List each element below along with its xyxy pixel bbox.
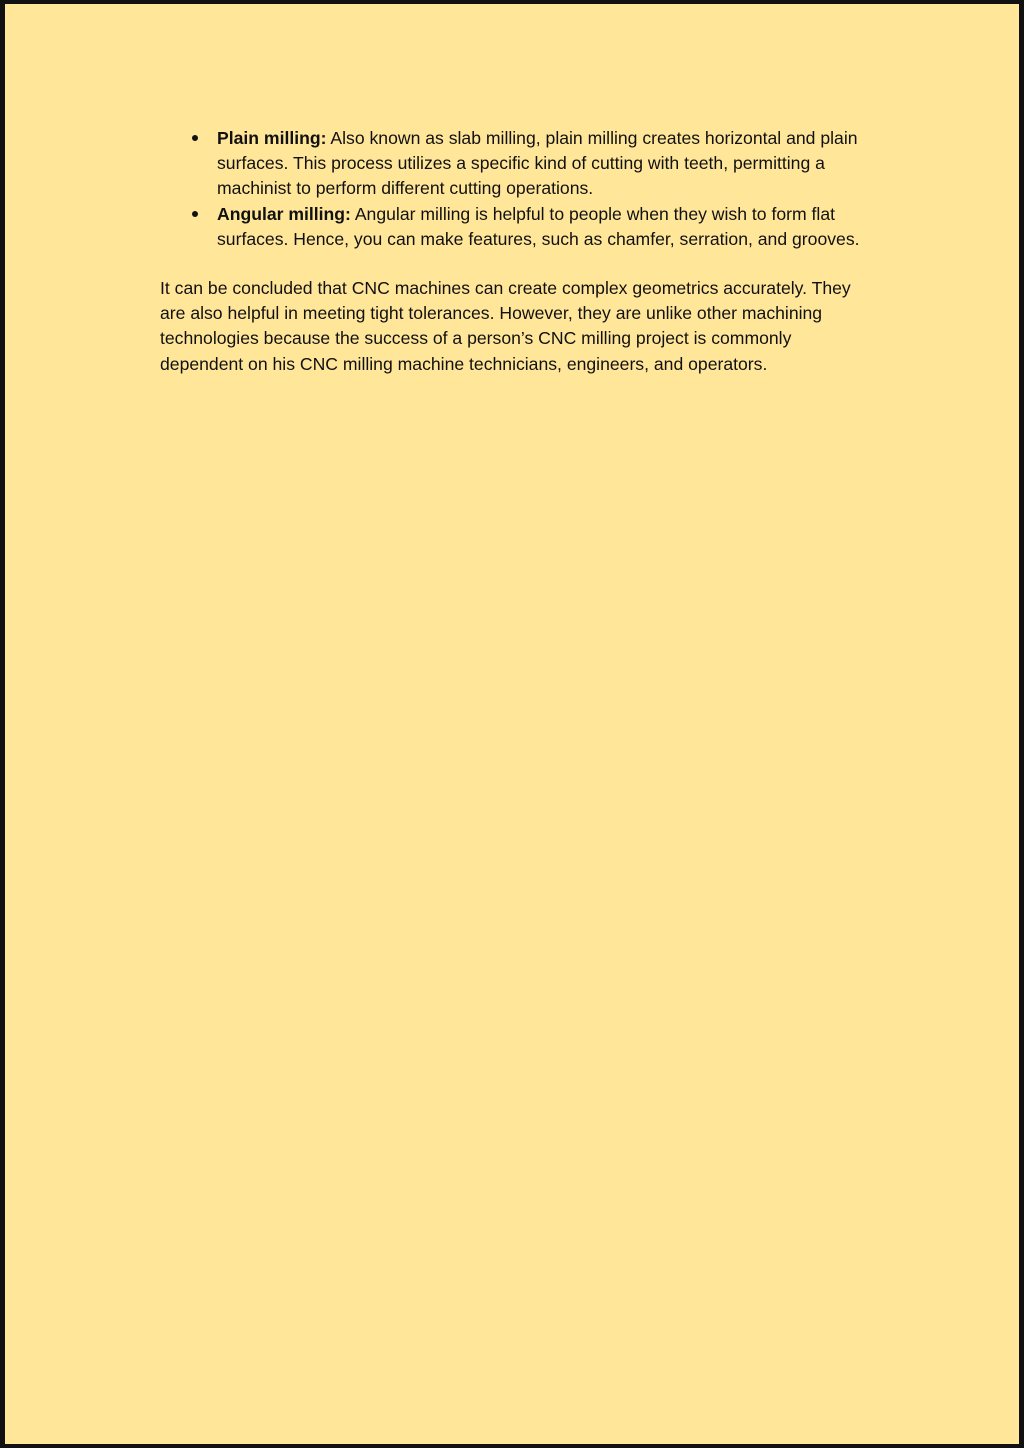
bullet-text: Angular milling is helpful to people when they wish to form flat surfaces. Hence, you can make features, such as chamfer, serration, and grooves. [217,203,860,249]
bullet-term: Angular milling: [217,203,351,224]
list-item-angular-milling [155,202,875,252]
bullet-icon [192,211,198,217]
bullet-term: Plain milling: [217,128,327,148]
bullet-icon [192,135,198,141]
conclusion-paragraph: It can be concluded that CNC machines can create complex geometrics accurately. They are also helpful in meeting tight tolerances. However, they are unlike other machining technologies because the success of a person’s CNC milling project is commonly dependent on his CNC milling machine technicians, engineers, and operators. [160,278,851,374]
page-content [155,126,875,377]
milling-types-list [155,126,875,252]
bullet-text: Also known as slab milling, plain milling creates horizontal and plain surfaces. This process utilizes a specific kind of cutting with teeth, permitting a machinist to perform different cutting operations. [217,128,858,199]
list-item-plain-milling [155,126,875,202]
